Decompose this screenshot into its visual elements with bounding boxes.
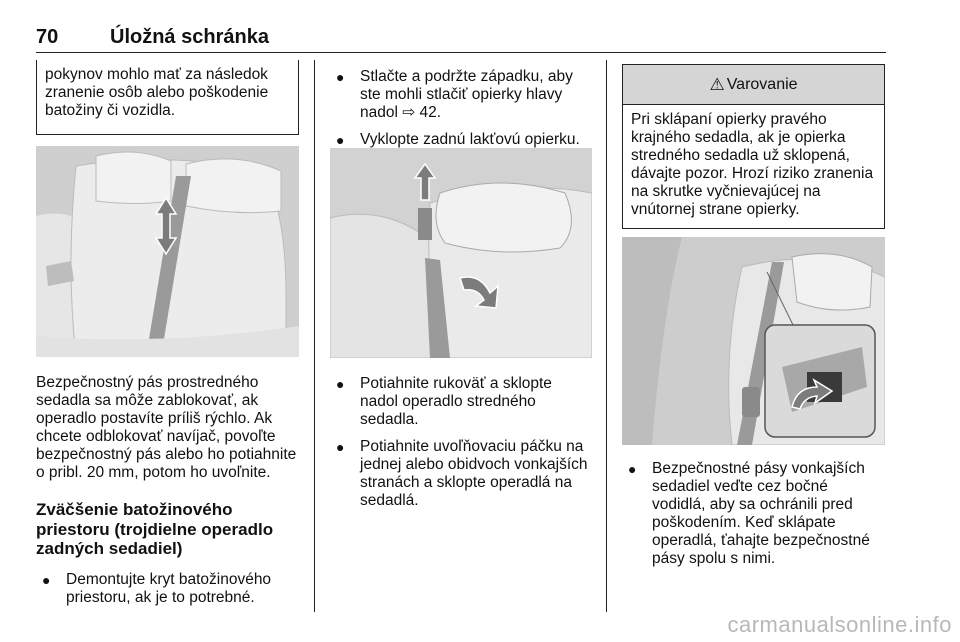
bullet-icon: ●	[336, 69, 345, 85]
illustration-center-seatbelt	[36, 146, 299, 357]
warning-box	[622, 64, 885, 229]
warning-header	[623, 65, 884, 105]
page-header	[36, 26, 886, 54]
bullet-icon: ●	[336, 439, 345, 455]
header-rule	[36, 52, 886, 53]
list-item: ● Demontujte kryt batožinového priestoru, ak je to potrebné.	[42, 570, 272, 606]
column-divider-left	[314, 60, 315, 612]
column-3-text	[622, 460, 885, 577]
seatbelt-caption: Bezpečnostný pás prostredného sedadla sa môže zablokovať, ak operadlo postavíte príliš rýchlo. Ak chcete odblokovať navíjač, povoľte bezpečnostný pás alebo ho potiahnite o pribl. 20 mm, potom ho uvoľnite.	[36, 374, 297, 481]
list-item: ● Vyklopte zadnú lakťovú opierku.	[336, 131, 580, 148]
page-number: 70	[36, 26, 59, 48]
warning-text: Pri sklápaní opierky pravého krajného sedadla, ak je opierka stredného sedadla už sklopená, dávajte pozor. Hrozí riziko zranenia na skrutke vyčnievajúcej na vnútornej strane opierky.	[631, 111, 874, 218]
warning-title: Varovanie	[726, 75, 798, 93]
illustration-belt-guide	[622, 237, 885, 445]
warning-icon: ⚠	[709, 74, 725, 94]
chapter-title: Úložná schránka	[110, 26, 269, 48]
bullet-icon: ●	[628, 461, 637, 477]
column-divider-right	[606, 60, 607, 612]
list-item: ● Bezpečnostné pásy vonkajších sedadiel veďte cez bočné vodidlá, aby sa ochránili pred poškodením. Keď sklápate operadlá, ťahajte bezpečnostné pásy spolu s nimi.	[628, 460, 870, 567]
column-1-text	[36, 374, 299, 616]
bullet-icon: ●	[42, 571, 51, 588]
list-item: ● Potiahnite uvoľňovaciu páčku na jednej alebo obidvoch vonkajších stranách a sklopte operadlá na sedadlá.	[336, 438, 588, 509]
list-item: ● Potiahnite rukoväť a sklopte nadol operadlo stredného sedadla.	[336, 375, 552, 428]
column-2-bottom-text	[330, 375, 592, 519]
bullet-icon: ●	[336, 132, 345, 148]
notice-text: pokynov mohlo mať za následok zranenie osôb alebo poškodenie batožiny či vozidla.	[45, 66, 269, 119]
bullet-icon: ●	[336, 376, 345, 392]
notice-box-continued	[36, 60, 299, 135]
illustration-headrest-armrest	[330, 148, 592, 358]
column-2-top-text	[330, 68, 592, 158]
section-heading: Zväčšenie batožinového priestoru (trojdielne operadlo zadných sedadiel)	[36, 500, 274, 558]
watermark: carmanualsonline.info	[727, 612, 952, 637]
list-item: ● Stlačte a podržte západku, aby ste mohli stlačiť opierky hlavy nadol ⇨ 42.	[336, 68, 573, 121]
